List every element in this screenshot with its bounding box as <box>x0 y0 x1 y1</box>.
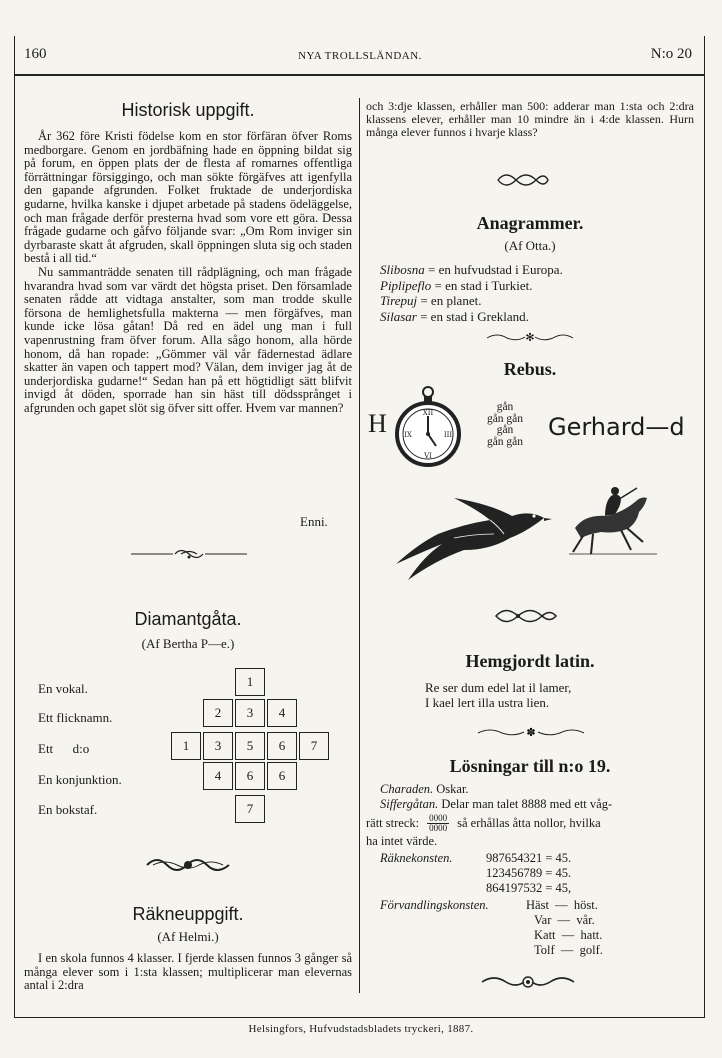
rebus-gan-line: gån <box>496 401 514 413</box>
diamant-cell: 7 <box>235 795 265 823</box>
anagram-word: Piplipeflo <box>380 277 432 293</box>
anagram-word: Tirepuj <box>380 293 418 308</box>
diamant-cell: 4 <box>203 762 233 790</box>
svg-text:III: III <box>443 431 453 439</box>
svg-text:✻: ✻ <box>525 331 535 344</box>
latin-lines <box>425 680 571 710</box>
anagram-author: (Af Otta.) <box>504 238 556 253</box>
charad-label: Charaden. <box>380 782 434 796</box>
diamant-cell: 4 <box>267 699 297 727</box>
fraction-top: 0000 <box>429 812 448 823</box>
rakne-text-right: och 3:dje klassen, erhåller man 500: adderar man 1:sta och 2:dra klassens elever, erhåller man 10 mindre än i 4:de klassen. Hurn många elever funnos i hvarje klass? <box>366 99 694 140</box>
anagram-item <box>380 262 690 278</box>
diamant-cell: 6 <box>267 732 297 760</box>
historisk-text <box>24 130 352 415</box>
diamant-label-1: En vokal. <box>38 681 88 696</box>
rebus-letter-h: H <box>368 409 387 438</box>
latin-line: Re ser dum edel lat il lamer, <box>425 680 572 695</box>
diamant-cell: 3 <box>235 699 265 727</box>
diamant-label-3 <box>38 741 89 757</box>
diamant-cell: 2 <box>203 699 233 727</box>
siffer-text-3: ha intet värde. <box>366 834 438 848</box>
rakne-solution-label: Räknekonsten. <box>380 851 453 865</box>
knot-ornament <box>492 170 552 190</box>
siffer-label: Siffergåtan. <box>380 797 439 811</box>
rakne-solution <box>366 851 696 896</box>
divider-ornament <box>129 546 249 562</box>
charad-row <box>366 782 696 797</box>
rakne-text-left: I en skola funnos 4 klasser. I fjerde klassen funnos 3 gånger så många elever som i 1:sta klassen; multiplicerar man elevernas antal i 2:dra <box>24 951 352 993</box>
forv-solution <box>366 898 696 958</box>
losningar-body <box>366 782 696 958</box>
frame-left <box>14 36 15 1018</box>
rebus-gan-line: gån gån <box>486 435 524 448</box>
rakne-author: (Af Helmi.) <box>157 929 219 944</box>
diamant-label-5: En bokstaf. <box>38 802 98 817</box>
historisk-paragraph-2: Nu sammanträdde senaten till rådplägning, och man frågade hvarandra hvad som var värdt det högsta priset. Den församlade senaten rådde att vidtaga anstalter, som man trodde skulle försona de hemlighetsfulla makterna — men förgäfves, man kunde icke lösa gåtan! Då red en ädel ung man i full vapenrustning fram öfver forum. Alla sågo honom, alla hörde honom, då han ropade: „Gömmer väl vår fädernestad ädlare skatter än vapen och tappert mod? Välan, dem inviger jag åt de underjordiska gudarne!“ Sedan han på ett högtidligt sätt blifvit invigd åt döden, sporrade han sin häst till dödssprånget i afgrunden och gapet slöt sig öfver sitt offer. Hvem var mannen? <box>24 264 352 415</box>
swallow-bird-illustration <box>394 494 554 584</box>
losningar-title: Lösningar till n:o 19. <box>449 756 611 776</box>
knot-ornament <box>490 605 560 627</box>
siffer-text-1: Delar man talet 8888 med ett våg- <box>441 797 613 811</box>
footer-imprint: Helsingfors, Hufvudstadsbladets tryckeri, 1887. <box>248 1023 474 1035</box>
siffer-fraction <box>427 814 449 833</box>
anagram-word: Silasar <box>380 308 417 324</box>
diamant-label-4: En konjunktion. <box>38 772 122 787</box>
column-divider <box>359 98 360 993</box>
rakne-solution-line: 987654321 = 45. <box>486 851 572 865</box>
header-rule <box>14 74 705 76</box>
forv-lines <box>526 898 603 958</box>
historisk-paragraph-1: År 362 före Kristi födelse kom en stor förfäran öfver Roms medborgare. Genom en jordbäfning hade en öppning bildat sig på forum, en öppen plats der de flesta af romarnes offentliga förrättningar försiggingo, och man sökte förgäfves att igenfylla den gapande afgrunden. Folket fruktade de underjordiska gudarne, hvilka kanske i djupet arbetade på stadens ödeläggelse, och man frågade derför presterna hvad som vore ett göra. Dessa frågade gudarne och gåfvo följande svar: „Om Rom inviger sin dyrbaraste skatt åt afgruden, skall öppningen sluta sig och staden bestå i all tid.“ <box>24 129 352 266</box>
anagram-def: = en stad i Grekland. <box>420 308 529 324</box>
diamant-label-3-text: Ett d:o <box>38 741 90 756</box>
diamant-title: Diamantgåta. <box>134 609 242 629</box>
anagram-title: Anagrammer. <box>476 213 584 233</box>
forv-line: Tolf — golf. <box>534 943 603 957</box>
diamant-cell: 7 <box>299 732 329 760</box>
diamant-cell: 6 <box>235 762 265 790</box>
diamant-cell: 1 <box>171 732 201 760</box>
journal-title: NYA TROLLSLÄNDAN. <box>298 50 422 62</box>
svg-text:IX: IX <box>404 431 412 439</box>
anagram-list <box>380 262 690 324</box>
siffer-row-2 <box>366 812 696 834</box>
siffer-row-1 <box>366 797 696 812</box>
forv-line: Var — vår. <box>534 913 595 927</box>
pocket-watch-icon <box>392 386 462 468</box>
latin-line: I kael lert illa ustra lien. <box>425 695 550 710</box>
rebus-title: Rebus. <box>503 359 557 379</box>
rebus-gan-line: gån <box>496 424 514 436</box>
rakne-solution-line: 123456789 = 45. <box>486 866 572 880</box>
issue-number: N:o 20 <box>650 46 692 62</box>
anagram-word: Slibosna <box>380 262 425 277</box>
anagram-def: = en stad i Turkiet. <box>434 277 533 293</box>
rakne-solution-lines <box>486 851 571 896</box>
diamant-cell: 6 <box>267 762 297 790</box>
historisk-signature: Enni. <box>300 514 328 529</box>
historisk-title: Historisk uppgift. <box>121 100 255 120</box>
diamant-author: (Af Bertha P—e.) <box>141 636 235 651</box>
frame-bottom <box>14 1017 705 1018</box>
scroll-ornament <box>143 853 233 877</box>
rakne-title: Räkneuppgift. <box>132 904 244 924</box>
end-ornament <box>478 972 578 992</box>
anagram-def: = en hufvudstad i Europa. <box>428 262 563 277</box>
forv-line: Katt — hatt. <box>534 928 603 942</box>
svg-text:XII: XII <box>422 409 434 417</box>
diamant-cell: 1 <box>235 668 265 696</box>
anagram-item <box>380 309 690 325</box>
fraction-bottom: 0000 <box>429 822 448 833</box>
latin-title: Hemgjordt latin. <box>465 651 595 671</box>
forv-line: Häst — höst. <box>526 898 598 912</box>
rebus-gan-line: gån gån <box>486 412 524 425</box>
page-number: 160 <box>24 46 47 62</box>
small-ornament <box>485 330 575 344</box>
siffer-text-2b: så erhållas åtta nollor, hvilka <box>457 815 601 830</box>
anagram-def: = en planet. <box>420 293 482 308</box>
rebus-gan-block <box>470 402 540 448</box>
horse-rider-illustration <box>565 482 661 558</box>
diamant-cell: 5 <box>235 732 265 760</box>
anagram-item <box>380 293 690 309</box>
diamant-label-2: Ett flicknamn. <box>38 710 113 725</box>
rebus-gerhard: Gerhard—d <box>548 413 685 441</box>
anagram-item <box>380 278 690 294</box>
svg-text:✽: ✽ <box>526 726 536 739</box>
frame-right <box>704 36 705 1018</box>
siffer-text-2a: rätt streck: <box>366 815 420 830</box>
diamant-cell: 3 <box>203 732 233 760</box>
svg-text:VI: VI <box>424 452 432 460</box>
forv-label: Förvandlingskonsten. <box>380 898 489 912</box>
charad-answer: Oskar. <box>436 782 469 796</box>
small-ornament <box>476 725 586 739</box>
rakne-solution-line: 864197532 = 45, <box>486 881 572 895</box>
